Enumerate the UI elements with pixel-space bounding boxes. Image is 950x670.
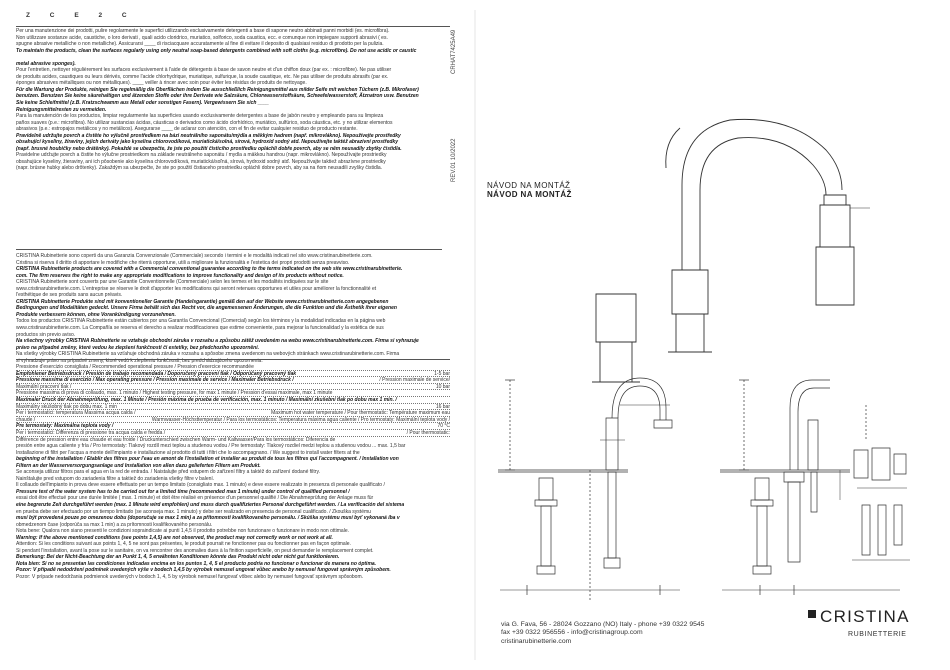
text-line: éponges abrasives métalliques ou non métalliques). ____ veiller à rincer avec soin pour éviter les résidus de produits de nettoyage. [16,80,307,87]
text-line: Nota bien: Si no se presentan las condiciones indicadas encima en los puntos 1, 4, 5 el producto podría no funcionar o funcionar de manera no óptima. [16,560,377,567]
title-line: NÁVOD NA MONTÁŽ [487,181,571,190]
text-line: com. The firm reserves the right to make any appropriate modifications to improve functionality and design of its products without notice. [16,272,344,279]
text-line: (napr. brúsne hubky alebo drôtenky). Zakaždým sa ubezpečte, že ste po použití čistiaceho prostriedku opláchli dobre povrch, aby sa na ňom neusadili zvyšky čistidla. [16,165,383,172]
technical-drawing-top [852,405,910,560]
spec-value: 16 bar [435,403,450,410]
text-line: Nainštalujte pred vstupom do zariadenia filtre a taktiež do zariadenia všetky filtre v balení. [16,475,215,482]
text-line: CRISTINA Rubinetterie products are covered with a Commercial conventional guarantee according to the terms indicated on the web site www.cristinarubinetterie. [16,266,403,273]
lang-code: Z [26,12,39,19]
document-title [487,181,572,199]
lang-code: C [121,12,136,19]
text-line: presión entre agua caliente y fría / Pro termostaty: Tlakový rozdíl mezi teplou a studenou vodou / Pre termostaty: Tlakový rozdiel medzi teplou a studenou vodou ... max. 1,5 bar [16,443,406,450]
text-line: en prueba debe ser efectuado por un tiempo limitado (se aconseja max. 1 minuto) y debe ser realizado en presencia de personal cualificado. / Zkouška systému [16,508,371,515]
spec-label: Per i termostatici: Differenza di pressione tra acqua calda e fredda / [16,429,166,436]
spec-label: Maximálny skúšobný tlak po dobu max. 1 min [16,403,117,410]
spec-value: Maximum hot water temperature / Pour thermostatic: Température maximum eau [271,410,450,417]
lang-code: C [49,12,64,19]
text-line: Para la manutención de los productos, limpiar regularmente las superficies usando exclusivamente detergentes a base de jabón neutro y empleando para su limpieza [16,113,384,120]
spec-label: Pre termostaty: Maximálna teplota vody / [16,423,114,430]
text-line: obmedzenom čase (odporúča sa max 1 min) a za prítomnosti kvalifikovaného personálu. [16,521,213,528]
lang-code: E [74,12,88,19]
text-line: l'esthétique de ses produits sans aucun préavis. [16,292,123,299]
spec-value: Warmwasser-Höchsttemperatur / Para los termostáticos: Temperatura máxima agua caliente / Pro termostaty: Maximální teplota vody / [151,416,450,423]
text-line: Reinigungsmittelresten zu vermeiden. [16,106,107,113]
text-line: obsahujúce kyseliny, žieraviny, ani ich pôsobenie ako kyselina chlorovodíková, muriatická/soľná, sírová, hydroxid sodný atď. Nepoužívajte taktiež abrazívne prostriedky [16,158,386,165]
text-line: beginning of the installation / Etablir des filtres pour l'eau en amont de l'installation et installer au produit de tous les filtres qui l'accompagnent. / Installation von [16,456,399,463]
text-line: Attention: Si les conditions suivant aux points 1, 4, 5 ne sont pas présentes, le produit pourrait ne fonctionner pas ou fonctionner pas en façon optimale. [16,541,351,548]
text-line: Filtern an der Wasserversorgungsanlage und Installation von allen dazu gelieferten Filtern am Produkt. [16,462,261,469]
text-line: CRISTINA Rubinetterie sont couverts par une Garantie Conventionnelle (Commerciale) selon les termes et les modalités indiquées sur le site [16,279,329,286]
lang-code: 2 [98,12,112,19]
text-line: Für die Wartung der Produkte, reinigen Sie regelmäßig die Oberflächen indem Sie ausschließlich Reinigungsmittel aus milder Seife mit weichen Tüchern (z.B. Mikrofaser) [16,86,419,93]
spec-label: Maximální pracovní tlak / [16,383,72,390]
spec-label: Pressione d'esercizio consigliata / Recommended operational pressure / Pression d'exercice recommandée [16,364,254,370]
text-line: Non utilizzare sostanze acide, caustiche, o loro derivati , quali acido cloridrico, muriatico, solforico, soda caustica, ecc. e comunque non impiegare supporti abrasivi ( es. [16,34,388,41]
text-line: Produkte verbessern können, ohne Vorankündigung vorzunehmen. [16,311,176,318]
text-line: www.cristinarubinetterie.com. La Compañía se reserva el derecho a realizar modificaciones que estime conveniente, para mejorar la funcionalidad y la estética de sus [16,325,384,332]
product-code: CRHAT7425A49 [451,29,457,74]
text-line: Cristina si riserva il diritto di apportare le modifiche che riterrà opportune, utili a migliorare la funzionalità e l'estetica dei propri prodotti senza preavviso. [16,259,350,266]
brand-name: CRISTINA [820,607,910,626]
title-line-bold: NÁVOD NA MONTÁŽ [487,190,572,199]
text-line: Per una manutenzione dei prodotti, pulire regolarmente le superfici utilizzando esclusivamente detergenti a base di sapone neutro abbinati panni morbidi (es. microfibra). [16,28,390,34]
contact-website: cristinarubinetterie.com [501,637,572,645]
text-line: Si pendant l'installation, avant la pose sur le sanitaire, on va rencontrer des anomalies dues à la finition superficielle, on peut demander le remplacement complet. [16,547,374,554]
spec-value: / Pression maximale de service/ [379,377,450,384]
text-line: essai doit être effectué pour une durée limitée ( max. 1 minute) et doit être réalisé en présence d'un personnel qualifié / Die Abnahmeprüfung der Anlage muss für [16,495,374,502]
contact-fax-email: fax +39 0322 956556 - info@cristinagroup.com [501,629,643,637]
technical-drawing-front [498,378,680,600]
text-line: CRISTINA Rubinetterie Produkte sind mit konventioneller Garantie (Handelsgarantie) gemäß den auf der Website www.cristinarubinetterie.com angegebenen [16,298,389,305]
spec-value: 70 °C [437,423,450,430]
spec-label: Per i termostatici: temperatura Massima acqua calda / [16,410,136,417]
text-line: Différence de pression entre eau chaude et eau froide / Druckunterschied zwischen Warm- und Kaltwasser/Para los termostáticos: Diferencia de [16,436,336,443]
spec-label: Pressione massima di esercizio / Max operating pressure / Pression maximale de service / Maximaler Betriebsdruck / [16,377,294,384]
logo-square-icon [808,610,816,618]
text-line: productos sin previo aviso. [16,331,76,338]
text-line: eine begrenzte Zeit durchgeführt werden (max. 1 Minute wird empfohlen) und muss durch qualifiziertes Personal durchgeführt werden. / La verificación del sistema [16,502,405,508]
revision-code: REV.01 10/2022 [451,138,457,182]
text-line: de produits acides, caustiques ou leurs dérivés, comme l'acide chlorhydrique, muriatique, sulfurique, la soude caustique, etc. Ne pas utiliser de produits abrasifs (par ex. [16,73,389,80]
text-line: Pravidelne udržujte povrch a čistite ho výlučne prostriedkom na základe neutrálneho saponátu / mydla a mäkkou handrou (napr. mikrovlákno). Nepoužívajte prostriedky [16,152,387,159]
text-line: abrasivos (p.e.: estropajos metálicos y no metálicos). Asegurarse ____ de aclarar con atención, con el fin de evitar cualquier residuo de producto restante. [16,126,358,133]
faucet-illustration [592,119,870,382]
spec-label: Pressione massima di prova di collaudo, max. 1 minuto / Highest testing pressure, for max 1 minute / Pression d'essai maximale, max 1 minute [16,390,333,397]
brand-subtitle: RUBINETTERIE [848,631,907,638]
text-line: Se aconseja utilizar filtros para el agua en la red de entrada. / Naistalujte před vstupem do zařízení filtry a taktéž do zařízení dodané filtry. [16,469,320,476]
text-line: Pressure test of the water system has to be carried out for a limited time (recommended max 1 minute) under control of qualified personnel / [16,488,350,495]
text-line: Pravidelně udržujte povrch a čistěte ho výlučně prostředkem na bázi neutrálního saponátu/mýdla a měkkým hadrem (např. mikrovlákno). Nepoužívejte prostředky [16,132,401,139]
text-line: Todos los productos CRISTINA Rubinetterie están cubiertos por una Garantía Convencional (Comercial) según los términos y la modalidad indicadas en la página web [16,318,386,325]
text-line: (např. brusné houbičky nebo drátěnky). Pokaždé se ubezpečte, že jste po použití čisticího prostředku opláchli dobře povrch, aby se něm neusadily zbytky čistidla. [16,145,402,152]
text-line: Nota bene: Qualora non siano presenti le condizioni sopraindicate ai punti 1,4,5 il prodotto potrebbe non funzionare o funzionare in modo non ottimale. [16,528,349,535]
text-line: paños suaves (p.e.: microfibra). No utilizar sustancias ácidas, cáusticas o derivados como ácido clorhídrico, muriático, sulfúrico, soda cáustica, etc. y no utilizar elementos [16,119,393,126]
text-line: CRISTINA Rubinetterie sono coperti da una Garanzia Convenzionale (Commerciale) secondo i termini e le modalità indicati nel sito www.cristinarubinetterie.com. [16,253,373,259]
text-line: Bemerkung: Bei der Nicht-Beachtung der an Punkt 1, 4, 5 erwähnten Konditionen könnte das Produkt nicht oder nicht gut funktionieren. [16,554,340,561]
text-line: právo na případné změny, které vedou ke zlepšení funkčnosti či estetiky, bez předchozího upozornění. [16,344,260,351]
spec-value: 1-5 bar [434,370,450,377]
technical-drawing-side [720,380,900,595]
text-line: www.cristinarubinetterie.com. L'entreprise se réserve le droit d'apporter les modifications qui seront retenues opportunes et utiles pour améliorer la fonctionnalité et [16,285,377,292]
text-line: Sie keine Schleifmittel (z.B. Kratzschwamm aus Metall oder sonstigen Fasern). Vergewissern Sie sich ____ [16,100,269,107]
text-line: Installazione di filtri per l'acqua a monte dell'impianto e installazione al prodotto di tutti i filtri che lo accompagnano. / We suggest to install water filters at the [16,449,360,456]
text-line: si vyhradzuje právo na prípadné zmeny, ktoré vedú k zlepšeniu funkčnosti, bez predchádzajúceho upozornenia. [16,357,263,364]
text-line: Bedingungen und Modalitäten gedeckt. Unsere Firma behält sich das Recht vor, die angemessenen Änderungen, die die Funktion und die Ästhetik ihrer eigenen [16,305,397,312]
contact-info [501,621,704,646]
text-line: obsahující kyseliny, žíraviny, jejich deriváty jako kyselina chlorovodíková, muriatická/solná, sírová, hydroxid sodný atd. Nepoužívejte taktéž abrazivní prostředky [16,139,398,146]
text-line: Pozor: V případě nedodržení podmínek uvedených výše v bodech 1,4,5 by výrobek nemusel ungovat vůbec anebo by nemusel fungovat správným způsobem. [16,567,391,574]
text-line: Il collaudo dell'impianto in prova deve essere effettuato per un tempo limitato (consigliato max. 1 minuto) e deve essere realizzato in presenza di personale qualificato / [16,482,385,489]
spec-label: chaude / [16,416,36,423]
text-line: metal abrasive sponges). [16,60,76,67]
text-line: Pozor: V prípade nedodržania podmienok uvedených v bodoch 1, 4, 5 by výrobok nemusel fungovať vôbec alebo by nemusel fungovať správnym spôsobom. [16,574,364,581]
spec-label: Maximaler Druck der Abnahmeprüfung, max. 1 Minute / Presión máxima de prueba de verificación, max. 1 minuto / Maximální zkušební tlak po dobu max 1 min. / [16,396,397,403]
text-line: benutzen. Benutzen Sie keine säurehaltigen und ätzenden Stoffe oder ihre Derivate wie Salzsäure, Chlorwasserstoffsäure, Schwefelwasserstoff, Ätznatron usw. Benutzen [16,93,419,100]
contact-address: via G. Fava, 56 - 28024 Gozzano (NO) Italy - phone +39 0322 9545 [501,621,705,628]
spec-value: 10 bar [435,383,450,390]
text-line: To maintain the products, clean the surfaces regularly using only neutral soap-based detergents combined with soft cloths (e.g. microfibre). Do not use acidic or caustic [16,47,417,54]
text-line: Na všetky výrobky CRISTINA Rubinetterie sa vzťahuje obchodná záruka v rozsahu a spôsobe zmena uvedenom na webových stránkach www.cristinarubinetterie.com. Firma [16,351,400,358]
text-line: Pour l'entretien, nettoyer régulièrement les surfaces exclusivement à l'aide de détergents à base de savon neutre et d'un chiffon doux (par ex. : microfibre). Ne pas utiliser [16,67,392,74]
spec-label: Empfohlener Betriebsdruck / Presión de trabajo recomendada / Doporučený pracovní tlak / Odporúčaný pracovný tlak [16,370,297,377]
text-line: Na všechny výrobky CRISTINA Rubinetterie se vztahuje obchodní záruka v rozsahu a způsobu zátěž uvedeném na webu www.cristinarubinetterie.com. Firma si vyhrazuje [16,338,419,345]
spec-value: / Pour thermostatic: [406,429,450,436]
text-line: Warning: If the above mentioned conditions (see points 1,4,5) are not observed, the product may not correctly work or not work at all. [16,534,333,541]
text-line: musí být provedená pouze po omezenou dobu (doporučuje se max 1 min) a za přítomnosti kvalifikovaného personálu. / Skúška systému musí byť vykonaná iba v [16,515,400,522]
text-line: spugne abrasive metalliche o non metalliche). Assicurarsi ____ di risciacquare accuratamente al fine di evitare il deposito di qualsiasi residuo di prodotto per la pulizia. [16,41,384,48]
